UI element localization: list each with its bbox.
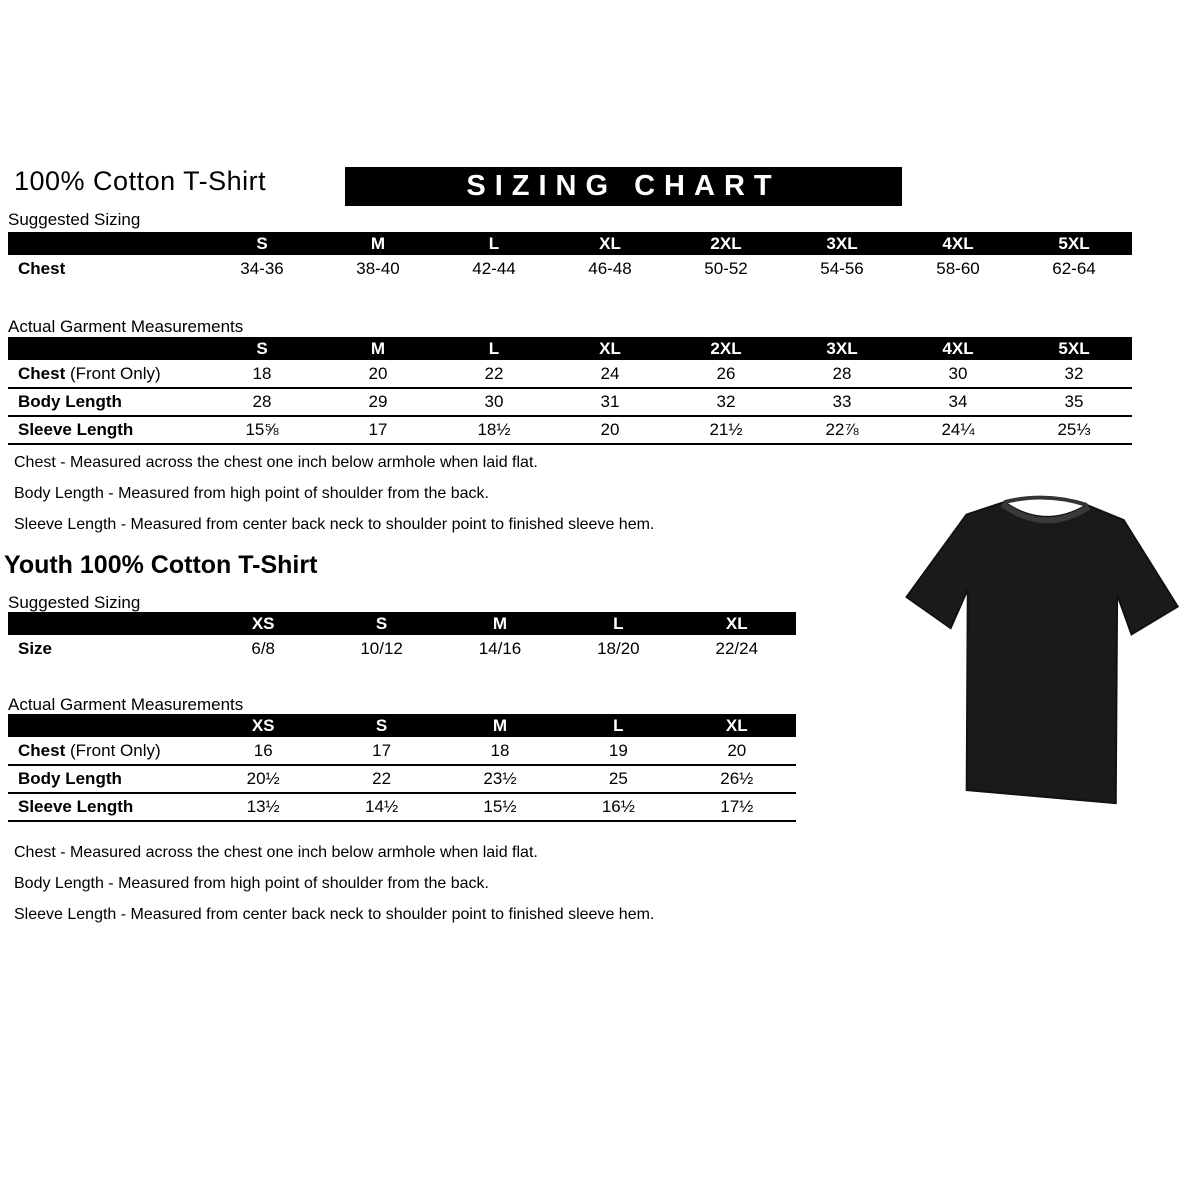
measurement-value: 18/20 [559, 635, 677, 663]
table-header-row [8, 232, 1132, 255]
size-column-header: 3XL [784, 337, 900, 360]
header-corner-cell [8, 232, 204, 255]
row-label-text: Sleeve Length [18, 797, 134, 816]
measurement-value: 24 [552, 360, 668, 388]
measurement-value: 25 [559, 765, 677, 793]
measurement-value: 62-64 [1016, 255, 1132, 283]
adult-actual-measurements-label: Actual Garment Measurements [8, 317, 244, 336]
measurement-value: 28 [784, 360, 900, 388]
size-column-header: 4XL [900, 232, 1016, 255]
row-label [8, 388, 204, 416]
size-column-header: L [559, 714, 677, 737]
measurement-row [8, 765, 796, 793]
measurement-value: 6/8 [204, 635, 322, 663]
measurement-value: 31 [552, 388, 668, 416]
measurement-value: 16 [204, 737, 322, 765]
measurement-row [8, 255, 1132, 283]
header-corner-cell [8, 714, 204, 737]
row-label-suffix-text: (Front Only) [65, 740, 161, 760]
measurement-value: 18 [204, 360, 320, 388]
sizing-chart-banner: SIZING CHART [345, 167, 902, 206]
measurement-value: 13½ [204, 793, 322, 821]
size-column-header: XL [552, 337, 668, 360]
tshirt-icon [887, 468, 1194, 828]
header-corner-cell [8, 612, 204, 635]
measurement-row [8, 416, 1132, 444]
row-label [8, 765, 204, 793]
measurement-value: 15½ [441, 793, 559, 821]
measurement-value: 16½ [559, 793, 677, 821]
measurement-value: 25⅓ [1016, 416, 1132, 444]
size-column-header: 5XL [1016, 337, 1132, 360]
table-header-row [8, 612, 796, 635]
header-corner-cell [8, 337, 204, 360]
measurement-value: 15⅝ [204, 416, 320, 444]
measurement-value: 22 [322, 765, 440, 793]
measurement-value: 22 [436, 360, 552, 388]
measurement-value: 26½ [678, 765, 796, 793]
row-label-text: Body Length [18, 392, 122, 411]
youth-actual-measurements-table [8, 714, 796, 822]
measurement-value: 29 [320, 388, 436, 416]
size-column-header: M [320, 232, 436, 255]
size-column-header: M [320, 337, 436, 360]
size-column-header: 2XL [668, 232, 784, 255]
row-label [8, 360, 204, 388]
measurement-value: 34-36 [204, 255, 320, 283]
size-column-header: 3XL [784, 232, 900, 255]
measurement-value: 33 [784, 388, 900, 416]
measurement-value: 34 [900, 388, 1016, 416]
row-label [8, 737, 204, 765]
note-body-length: Body Length - Measured from high point of shoulder from the back. [14, 875, 489, 892]
measurement-value: 14½ [322, 793, 440, 821]
row-label-suffix-text: (Front Only) [65, 363, 161, 383]
youth-measurement-notes [14, 843, 914, 936]
row-label [8, 255, 204, 283]
measurement-value: 24¼ [900, 416, 1016, 444]
table-header-row [8, 337, 1132, 360]
size-column-header: XS [204, 714, 322, 737]
size-column-header: L [436, 232, 552, 255]
measurement-row [8, 360, 1132, 388]
measurement-value: 28 [204, 388, 320, 416]
measurement-row [8, 635, 796, 663]
youth-section-title: Youth 100% Cotton T-Shirt [4, 551, 318, 579]
size-column-header: XL [678, 714, 796, 737]
measurement-value: 23½ [441, 765, 559, 793]
measurement-value: 10/12 [322, 635, 440, 663]
note-sleeve-length: Sleeve Length - Measured from center back neck to shoulder point to finished sleeve hem. [14, 906, 655, 923]
note-sleeve-length: Sleeve Length - Measured from center back neck to shoulder point to finished sleeve hem. [14, 516, 655, 533]
row-label [8, 635, 204, 663]
row-label-text: Chest [18, 740, 66, 760]
size-column-header: 4XL [900, 337, 1016, 360]
measurement-value: 14/16 [441, 635, 559, 663]
table-header-row [8, 714, 796, 737]
size-column-header: S [204, 337, 320, 360]
size-column-header: S [322, 612, 440, 635]
size-column-header: M [441, 612, 559, 635]
row-label-text: Chest [18, 259, 66, 278]
measurement-value: 18½ [436, 416, 552, 444]
measurement-value: 17 [322, 737, 440, 765]
measurement-value: 32 [668, 388, 784, 416]
measurement-value: 30 [900, 360, 1016, 388]
row-label [8, 793, 204, 821]
measurement-value: 20½ [204, 765, 322, 793]
adult-suggested-sizing-label: Suggested Sizing [8, 210, 141, 229]
adult-section-title: 100% Cotton T-Shirt [14, 166, 267, 196]
note-chest: Chest - Measured across the chest one inch below armhole when laid flat. [14, 454, 538, 471]
measurement-value: 20 [678, 737, 796, 765]
adult-actual-measurements-table [8, 337, 1132, 445]
row-label [8, 416, 204, 444]
size-column-header: XS [204, 612, 322, 635]
size-column-header: S [204, 232, 320, 255]
youth-suggested-sizing-label: Suggested Sizing [8, 593, 141, 612]
measurement-value: 17 [320, 416, 436, 444]
size-column-header: L [559, 612, 677, 635]
measurement-value: 18 [441, 737, 559, 765]
note-body-length: Body Length - Measured from high point of shoulder from the back. [14, 485, 489, 502]
row-label-text: Body Length [18, 769, 122, 788]
measurement-value: 50-52 [668, 255, 784, 283]
measurement-value: 26 [668, 360, 784, 388]
measurement-value: 38-40 [320, 255, 436, 283]
measurement-value: 58-60 [900, 255, 1016, 283]
measurement-value: 22/24 [678, 635, 796, 663]
size-column-header: S [322, 714, 440, 737]
measurement-value: 19 [559, 737, 677, 765]
measurement-value: 22⅞ [784, 416, 900, 444]
size-column-header: XL [552, 232, 668, 255]
measurement-value: 30 [436, 388, 552, 416]
size-column-header: 5XL [1016, 232, 1132, 255]
measurement-value: 42-44 [436, 255, 552, 283]
measurement-value: 35 [1016, 388, 1132, 416]
measurement-value: 32 [1016, 360, 1132, 388]
measurement-value: 17½ [678, 793, 796, 821]
measurement-value: 54-56 [784, 255, 900, 283]
size-column-header: L [436, 337, 552, 360]
adult-measurement-notes [14, 453, 914, 546]
measurement-row [8, 793, 796, 821]
row-label-text: Sleeve Length [18, 420, 134, 439]
row-label-text: Chest [18, 363, 66, 383]
measurement-value: 20 [552, 416, 668, 444]
size-column-header: M [441, 714, 559, 737]
youth-suggested-sizing-table [8, 612, 796, 663]
black-tshirt-image [887, 468, 1194, 828]
measurement-value: 46-48 [552, 255, 668, 283]
youth-actual-measurements-label: Actual Garment Measurements [8, 695, 244, 714]
note-chest: Chest - Measured across the chest one inch below armhole when laid flat. [14, 844, 538, 861]
size-column-header: XL [678, 612, 796, 635]
measurement-value: 20 [320, 360, 436, 388]
size-column-header: 2XL [668, 337, 784, 360]
measurement-row [8, 737, 796, 765]
row-label-text: Size [18, 639, 53, 658]
adult-suggested-sizing-table [8, 232, 1132, 283]
measurement-row [8, 388, 1132, 416]
measurement-value: 21½ [668, 416, 784, 444]
